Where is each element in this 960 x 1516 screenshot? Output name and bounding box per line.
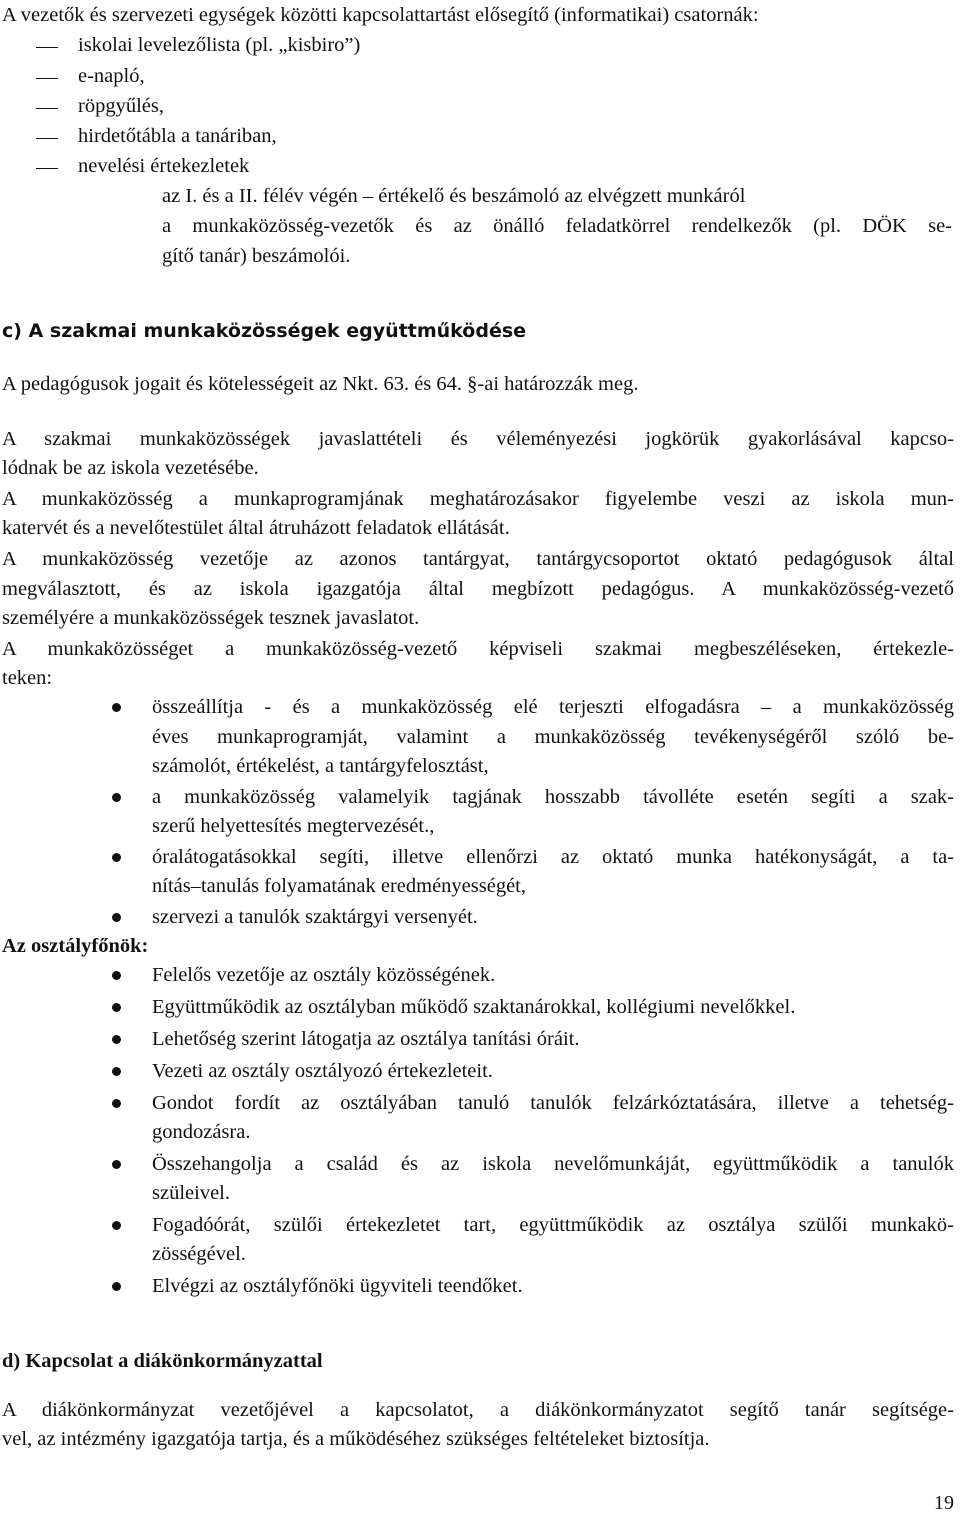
list-item: Felelős vezetője az osztály közösségének. <box>152 964 496 986</box>
osztalyfonok-heading: Az osztályfőnök: <box>2 935 149 957</box>
list-item: Együttműködik az osztályban működő szaktanárokkal, kollégiumi nevelőkkel. <box>152 996 796 1018</box>
list-item: Elvégzi az osztályfőnöki ügyviteli teendőket. <box>152 1275 523 1297</box>
list-item: Lehetőség szerint látogatja az osztálya tanítási óráit. <box>152 1028 580 1050</box>
dash-bullet <box>36 138 58 139</box>
section-c-heading: c) A szakmai munkaközösségek együttműködése <box>2 320 527 342</box>
paragraph-line: vel, az intézmény igazgatója tartja, és a működéséhez szükséges feltételeket biztosítja. <box>2 1428 710 1450</box>
dash-bullet <box>36 78 58 79</box>
list-item-cont: szerű helyettesítés megtervezését., <box>152 815 435 837</box>
bullet-dot <box>112 913 121 922</box>
list-item: iskolai levelezőlista (pl. „kisbiro”) <box>78 34 361 56</box>
list-item: szervezi a tanulók szaktárgyi versenyét. <box>152 906 478 928</box>
list-item: hirdetőtábla a tanáriban, <box>78 125 277 147</box>
paragraph-line: megválasztott, és az iskola igazgatója által megbízott pedagógus. A munkaközösség-vezető <box>2 578 954 600</box>
bullet-dot <box>112 1282 121 1291</box>
paragraph-line: személyére a munkaközösségek tesznek javaslatot. <box>2 607 420 629</box>
bullet-dot <box>112 1099 121 1108</box>
list-item-cont: nítás–tanulás folyamatának eredményességét, <box>152 875 526 897</box>
list-item-cont: az I. és a II. félév végén – értékelő és beszámoló az elvégzett munkáról <box>162 185 746 207</box>
list-item-cont: gítő tanár) beszámolói. <box>162 245 351 267</box>
list-item-cont: zösségével. <box>152 1243 246 1265</box>
list-item: Fogadóórát, szülői értekezletet tart, együttműködik az osztálya szülői munkakö- <box>152 1214 954 1236</box>
paragraph: A pedagógusok jogait és kötelességeit az Nkt. 63. és 64. §-ai határozzák meg. <box>2 373 639 395</box>
list-item: Összehangolja a család és az iskola nevelőmunkáját, együttműködik a tanulók <box>152 1153 954 1175</box>
bullet-dot <box>112 703 121 712</box>
bullet-dot <box>112 793 121 802</box>
list-item: összeállítja - és a munkaközösség elé terjeszti elfogadásra – a munkaközösség <box>152 696 954 718</box>
list-item-cont: a munkaközösség-vezetők és az önálló feladatkörrel rendelkezők (pl. DÖK se- <box>162 215 952 237</box>
paragraph-line: A szakmai munkaközösségek javaslattételi és véleményezési jogkörük gyakorlásával kapcso- <box>2 428 954 450</box>
list-item: röpgyűlés, <box>78 95 164 117</box>
paragraph-line: katervét és a nevelőtestület által átruházott feladatok ellátását. <box>2 517 510 539</box>
paragraph-line: teken: <box>2 667 53 689</box>
paragraph-line: A munkaközösséget a munkaközösség-vezető képviseli szakmai megbeszéléseken, értekezle- <box>2 638 954 660</box>
list-item: Vezeti az osztály osztályozó értekezleteit. <box>152 1060 493 1082</box>
list-item-cont: számolót, értékelést, a tantárgyfelosztást, <box>152 755 489 777</box>
bullet-dot <box>112 1221 121 1230</box>
list-item: Gondot fordít az osztályában tanuló tanulók felzárkóztatására, illetve a tehetség- <box>152 1092 954 1114</box>
section-d-heading: d) Kapcsolat a diákönkormányzattal <box>2 1350 323 1372</box>
list-item: a munkaközösség valamelyik tagjának hosszabb távolléte esetén segíti a szak- <box>152 786 954 808</box>
bullet-dot <box>112 971 121 980</box>
list-item-cont: gondozásra. <box>152 1121 251 1143</box>
list-item-cont: éves munkaprogramját, valamint a munkaközösség tevékenységéről szóló be- <box>152 726 954 748</box>
bullet-dot <box>112 1067 121 1076</box>
page-number: 19 <box>934 1492 954 1514</box>
dash-bullet <box>36 168 58 169</box>
paragraph-line: A munkaközösség vezetője az azonos tantárgyat, tantárgycsoportot oktató pedagógusok által <box>2 548 954 570</box>
dash-bullet <box>36 47 58 48</box>
dash-bullet <box>36 108 58 109</box>
intro-line: A vezetők és szervezeti egységek közötti kapcsolattartást elősegítő (informatikai) csatornák: <box>2 4 759 26</box>
paragraph-line: lódnak be az iskola vezetésébe. <box>2 457 259 479</box>
list-item-cont: szüleivel. <box>152 1182 230 1204</box>
bullet-dot <box>112 853 121 862</box>
list-item: e-napló, <box>78 65 145 87</box>
bullet-dot <box>112 1003 121 1012</box>
paragraph-line: A munkaközösség a munkaprogramjának meghatározásakor figyelembe veszi az iskola mun- <box>2 488 954 510</box>
paragraph-line: A diákönkormányzat vezetőjével a kapcsolatot, a diákönkormányzatot segítő tanár segítsége- <box>2 1399 954 1421</box>
bullet-dot <box>112 1035 121 1044</box>
list-item: óralátogatásokkal segíti, illetve ellenőrzi az oktató munka hatékonyságát, a ta- <box>152 846 954 868</box>
list-item: nevelési értekezletek <box>78 155 250 177</box>
bullet-dot <box>112 1160 121 1169</box>
